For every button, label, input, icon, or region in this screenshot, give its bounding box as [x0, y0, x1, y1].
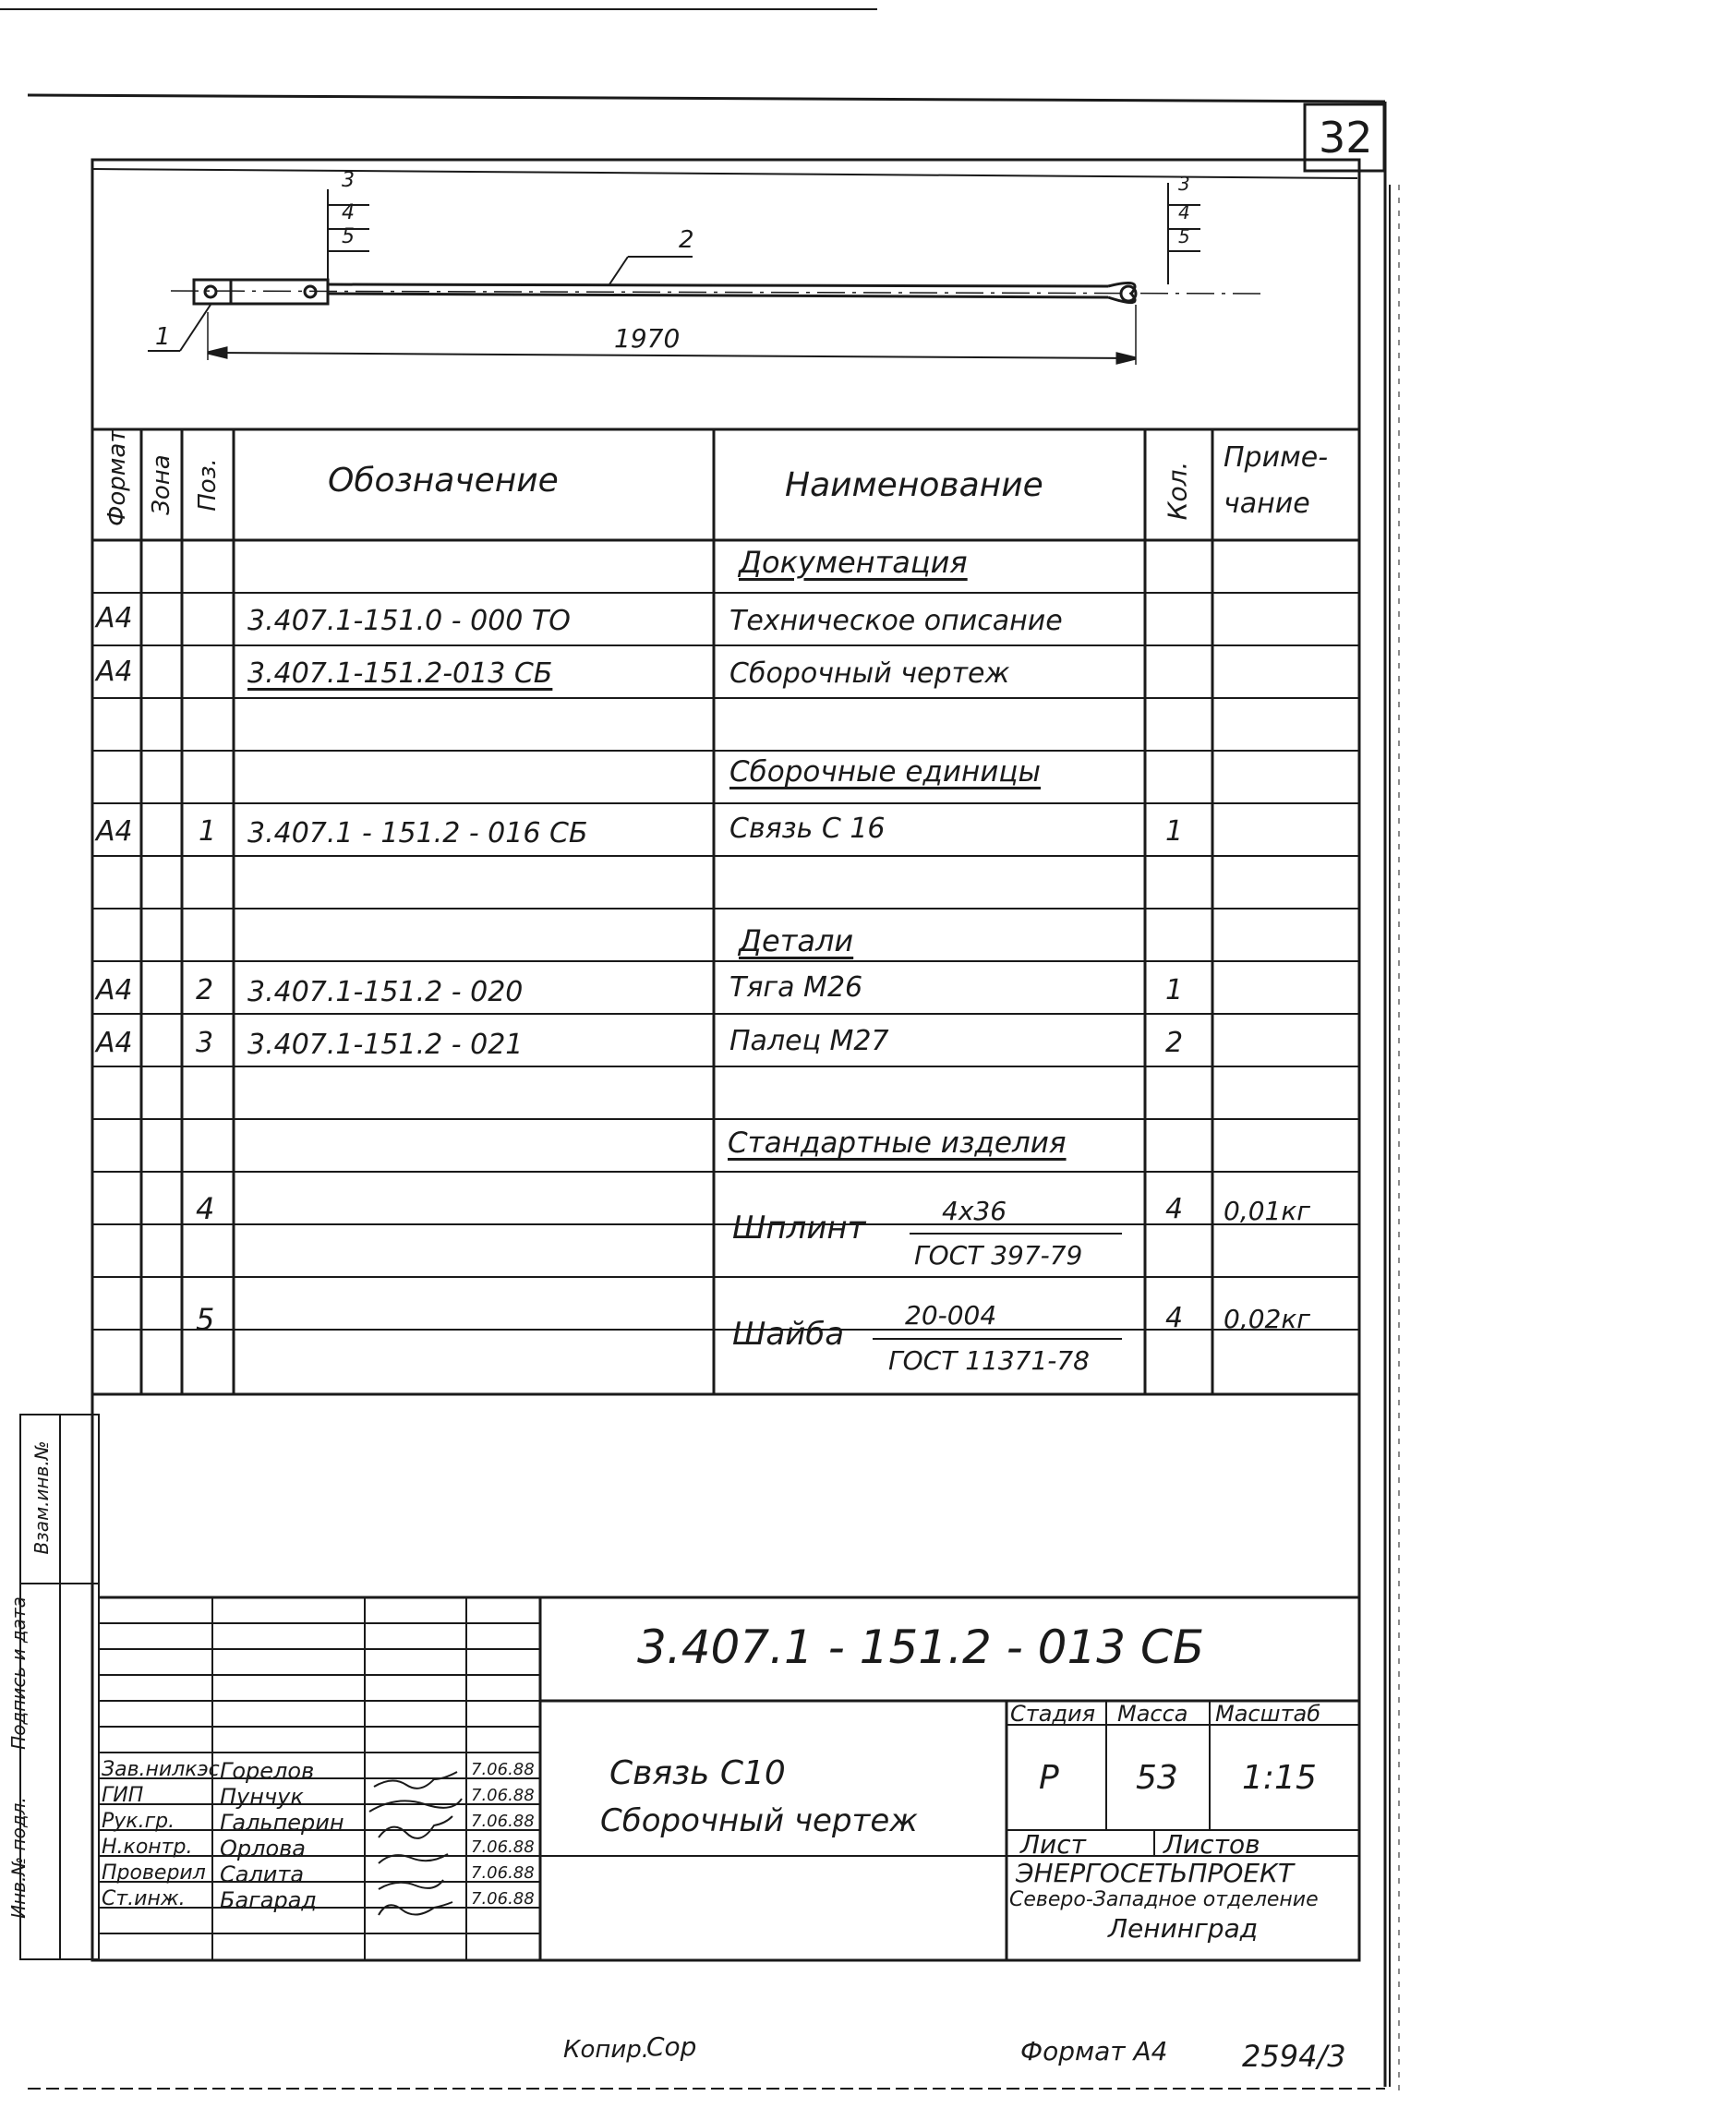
row-2-qty: 1 — [1165, 815, 1184, 848]
std-0-pos: 4 — [196, 1191, 215, 1226]
row-2-name: Связь С 16 — [729, 813, 886, 845]
sig-2-name: Гальперин — [220, 1810, 344, 1836]
org-branch: Северо-Западное отделение — [1009, 1888, 1319, 1911]
leader-left-4: 4 — [342, 201, 355, 224]
leader-1 — [180, 305, 211, 351]
std-0-note: 0,01кг — [1224, 1196, 1310, 1226]
sig-0-date: 7.06.88 — [471, 1760, 535, 1779]
stage-label: Стадия — [1010, 1701, 1096, 1727]
header-pos: Поз. — [194, 458, 222, 512]
section-assemblies: Сборочные единицы — [729, 755, 1042, 789]
sig-5-role: Ст.инж. — [102, 1887, 186, 1910]
sig-3-date: 7.06.88 — [471, 1837, 535, 1857]
leader-label-2: 2 — [679, 226, 694, 254]
std-1-standard: ГОСТ 11371-78 — [888, 1345, 1090, 1376]
header-designation: Обозначение — [328, 462, 559, 500]
side-stamp-signature: Подпись и дата — [7, 1596, 30, 1750]
header-note-1: Приме- — [1224, 441, 1329, 474]
std-1-name: Шайба — [732, 1316, 845, 1353]
section-documentation: Документация — [739, 545, 968, 580]
sig-2-date: 7.06.88 — [471, 1812, 535, 1831]
leader-right-3: 3 — [1178, 173, 1190, 195]
title-line-1: Связь С10 — [609, 1754, 786, 1792]
std-0-size: 4х36 — [942, 1196, 1007, 1226]
spec-table-grid — [92, 429, 1359, 1394]
std-0-qty: 4 — [1165, 1193, 1184, 1225]
std-1-note: 0,02кг — [1224, 1304, 1310, 1334]
row-2-format: А4 — [96, 815, 133, 848]
side-stamp-replaced: Взам.инв.№ — [30, 1440, 53, 1555]
title-line-2: Сборочный чертеж — [600, 1802, 918, 1839]
header-format: Формат — [103, 428, 131, 526]
sig-5-date: 7.06.88 — [471, 1889, 535, 1909]
sig-4-name: Салита — [220, 1861, 305, 1887]
dim-arrow-right — [1117, 354, 1136, 363]
sig-1-name: Пунчук — [220, 1784, 304, 1810]
leader-2 — [609, 257, 628, 284]
org-city: Ленинград — [1108, 1913, 1259, 1944]
header-zone: Зона — [148, 454, 175, 515]
header-name: Наименование — [785, 466, 1043, 504]
copied-sign: Сор — [646, 2031, 697, 2062]
sig-4-date: 7.06.88 — [471, 1863, 535, 1883]
signature-marks — [369, 1772, 462, 1915]
leader-right-4: 4 — [1178, 201, 1190, 223]
leader-right-5: 5 — [1178, 225, 1190, 247]
dim-arrow-left — [208, 348, 226, 357]
section-parts: Детали — [739, 923, 854, 958]
std-1-size: 20-004 — [905, 1300, 997, 1331]
sig-3-role: Н.контр. — [102, 1836, 193, 1859]
row-3-designation: 3.407.1-151.2 - 020 — [247, 976, 524, 1008]
sig-3-name: Орлова — [220, 1836, 306, 1861]
copied-label: Копир. — [563, 2036, 650, 2064]
dimension-label: 1970 — [614, 323, 681, 354]
row-4-pos: 3 — [196, 1027, 214, 1059]
format-label: Формат А4 — [1020, 2036, 1168, 2066]
signature-3 — [379, 1816, 452, 1838]
sheets-label: Листов — [1163, 1829, 1260, 1860]
scale-label: Масштаб — [1215, 1701, 1321, 1727]
row-4-name: Палец М27 — [729, 1025, 889, 1057]
row-0-name: Техническое описание — [729, 605, 1063, 637]
signature-1 — [374, 1772, 457, 1789]
link-part — [194, 280, 231, 304]
header-qty: Кол. — [1162, 461, 1193, 521]
std-0-name: Шплинт — [732, 1210, 866, 1247]
inner-frame-top-2 — [92, 169, 1357, 178]
archive-number: 2594/3 — [1242, 2039, 1346, 2074]
row-3-pos: 2 — [196, 974, 214, 1006]
sig-2-role: Рук.гр. — [102, 1810, 175, 1833]
scale-value: 1:15 — [1242, 1759, 1317, 1797]
org-name: ЭНЕРГОСЕТЬПРОЕКТ — [1016, 1858, 1295, 1888]
section-standard: Стандартные изделия — [728, 1126, 1067, 1160]
leader-left-3: 3 — [342, 169, 355, 192]
document-code: 3.407.1 - 151.2 - 013 СБ — [637, 1620, 1205, 1674]
sig-1-role: ГИП — [102, 1784, 144, 1807]
std-1-qty: 4 — [1165, 1302, 1184, 1334]
sig-4-role: Проверил — [102, 1861, 206, 1885]
mass-value: 53 — [1136, 1759, 1178, 1797]
sig-0-role: Зав.нилкэс — [102, 1758, 220, 1781]
row-2-designation: 3.407.1 - 151.2 - 016 СБ — [247, 817, 588, 849]
rod-drawing — [148, 183, 1265, 365]
sig-5-name: Багарад — [220, 1887, 318, 1913]
sheet-label: Лист — [1020, 1829, 1086, 1860]
std-1-pos: 5 — [196, 1302, 215, 1337]
side-stamp-inventory: Инв.№ подл. — [7, 1797, 30, 1919]
row-0-format: А4 — [96, 602, 133, 634]
row-1-name: Сборочный чертеж — [729, 657, 1010, 690]
sig-1-date: 7.06.88 — [471, 1786, 535, 1805]
leader-left-5: 5 — [342, 225, 355, 248]
pin-right — [1121, 286, 1136, 301]
row-3-format: А4 — [96, 974, 133, 1006]
mass-label: Масса — [1117, 1701, 1188, 1727]
row-4-format: А4 — [96, 1027, 133, 1059]
outer-frame-top — [28, 95, 1385, 102]
sheet-number: 32 — [1319, 113, 1373, 163]
rod-bottom — [328, 294, 1108, 297]
row-2-pos: 1 — [199, 815, 217, 848]
row-4-designation: 3.407.1-151.2 - 021 — [247, 1029, 524, 1061]
row-1-format: А4 — [96, 656, 133, 688]
row-3-name: Тяга М26 — [729, 971, 863, 1004]
header-note-2: чание — [1224, 488, 1310, 520]
row-1-designation: 3.407.1-151.2-013 СБ — [247, 657, 553, 690]
row-0-designation: 3.407.1-151.0 - 000 ТО — [247, 605, 571, 637]
rod-top — [328, 284, 1108, 286]
row-3-qty: 1 — [1165, 974, 1184, 1006]
stage-value: Р — [1039, 1759, 1059, 1797]
std-0-standard: ГОСТ 397-79 — [914, 1240, 1083, 1271]
sig-0-name: Горелов — [220, 1758, 315, 1784]
pin-left — [205, 286, 216, 297]
leader-label-1: 1 — [155, 323, 171, 351]
row-4-qty: 2 — [1165, 1027, 1184, 1059]
